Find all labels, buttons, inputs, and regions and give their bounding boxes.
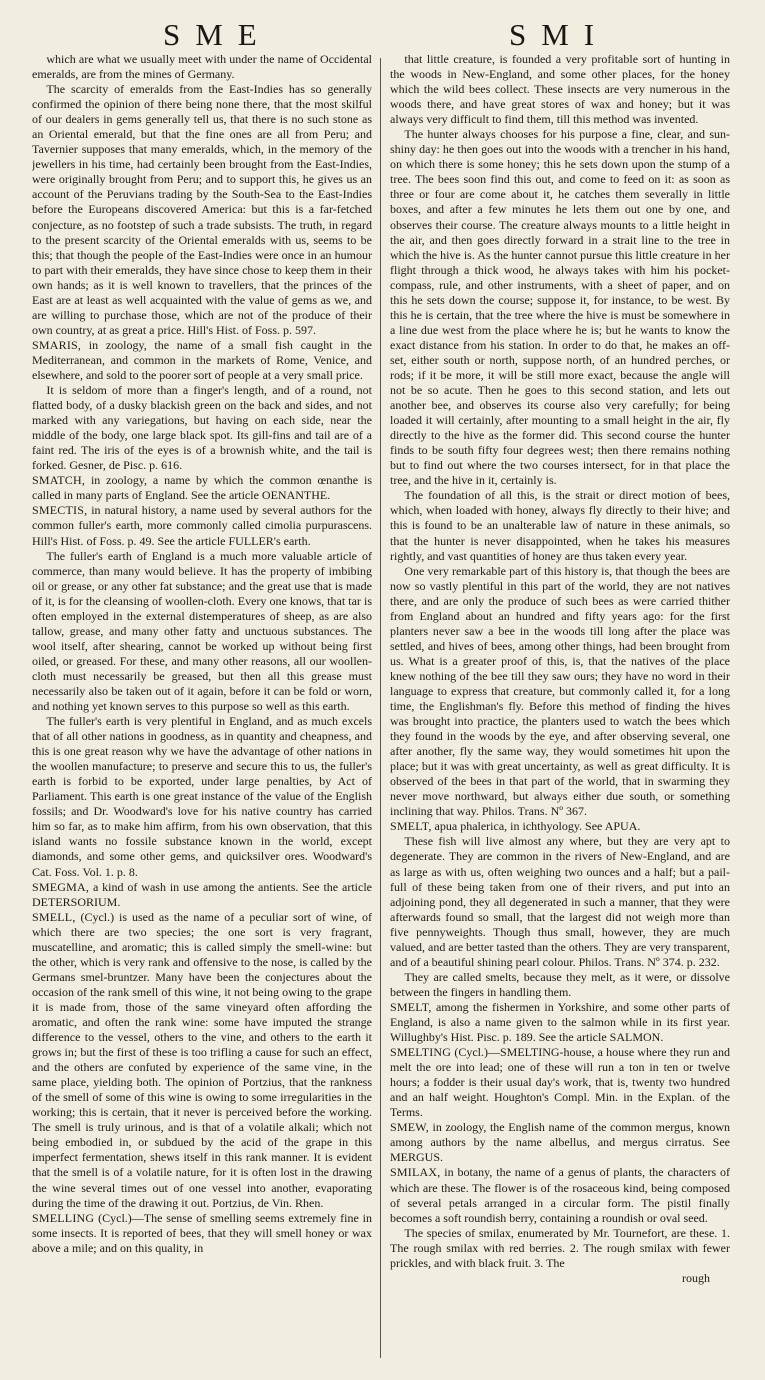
column-divider (380, 58, 381, 1358)
entry-text: (Cycl.)—SMELTING-house, a house where they run and melt the ore into lead; one of these will run a ton in ten or twelve hours; a fodder is their usual day's work, that is, twenty two hundred and an half weight. Houghton's Compl. Min. in the Explan. of the Terms. (390, 1045, 730, 1120)
catchword: rough (682, 1270, 710, 1285)
body-paragraph: The foundation of all this, is the strait or direct motion of bees, which, when loaded with honey, always fly directly to their hive; and this is found to be an unalterable law of nature in these animals, so that the hunter is never disappointed, when he takes his measures rightly, and vast quantities of honey are thus taken every year. (390, 488, 730, 563)
entry-headword: SMEGMA, (32, 879, 90, 894)
body-paragraph: that little creature, is founded a very profitable sort of hunting in the woods in New-England, and some other places, for the honey which the wild bees collect. These insects are very numerous in the woods there, and have great stores of wax and honey; but it was always very difficult to find them, till this method was invented. (390, 52, 730, 127)
body-paragraph: They are called smelts, because they melt, as it were, or dissolve between the fingers in handling them. (390, 969, 730, 999)
dictionary-entry (390, 1165, 730, 1225)
entry-headword: SMELTING (390, 1045, 452, 1060)
entry-headword: SMELT, (390, 999, 432, 1014)
entry-text: in zoology, a name by which the common œnanthe is called in many parts of England. See the article OENANTHE. (32, 473, 372, 503)
entry-text: in botany, the name of a genus of plants, the characters of which are these. The flower is of the rosaceous kind, being composed of several petals arranged in a circular form. The pistil finally becomes a soft roundish berry, containing a roundish or oval seed. (390, 1165, 730, 1225)
body-paragraph: The fuller's earth of England is a much more valuable article of commerce, than many would believe. It has the property of imbibing oil or grease, or any other fat substance; and the great use that is made of it, is for the cleansing of woollen-cloth. Every one knows, that tar is often employed in the external distemperatures of sheep, as are also tallow, grease, and many other fatty and unctuous substances. The wool itself, after shearing, cannot be worked up without being first oiled, or greased. For these, and many other reasons, all our woollen-cloth must necessarily be greased, but then all this grease must necessarily also be taken out of it again, before it can be fold or worn, and nothing yet known serves to this purpose so well as this earth. (32, 548, 372, 714)
dictionary-entry (390, 819, 730, 834)
dictionary-entry (32, 473, 372, 503)
body-paragraph: The fuller's earth is very plentiful in England, and as much excels that of all other nations in goodness, as in quantity and cheapness, and this is one great reason why we have the advantage of other nations in the woollen manufacture; to preserve and secure this to us, the fuller's earth is forbid to be exported, under large penalties, by Act of Parliament. This earth is one great instance of the value of the English fossils; and Dr. Woodward's love for his native country has carried him so far, as to make him affirm, from his own observation, that this island wants no fossile substance known in the world, except diamonds, and some other gems, and quicksilver ores. Woodward's Cat. Foss. Vol. 1. p. 8. (32, 714, 372, 879)
dictionary-entry (32, 880, 372, 910)
dictionary-entry (32, 338, 372, 383)
body-paragraph: which are what we usually meet with under the name of Occidental emeralds, are from the mines of Germany. (32, 52, 372, 82)
dictionary-entry (32, 1211, 372, 1256)
entry-headword: SMEW, (390, 1120, 429, 1135)
dictionary-entry (32, 503, 372, 548)
body-paragraph: One very remarkable part of this history is, that though the bees are now so vastly plentiful in this part of the world, they are not natives there, and are only the produce of such bees as were carried thither from England about an hundred and fifty years ago: for the first planters never saw a bee in the woods till long after the place was settled, and hives of bees, among other things, had been brought from us. What is a greater proof of this, is, that the natives of the place knew nothing of the bee till they saw ours; they have no word in their language to express that creature, but commonly called it, for a long time, the Englishman's fly. Before this method of finding the hives was brought into practice, the planters used to watch the bees which they found in the woods by the eye, and after observing several, one after another, fly the same way, they would sometimes hit upon the place; but it was with great uncertainty, as well as great difficulty. It is observed of the bees in that part of the world, that in swarming they never move northward, but always either due south, or something inclining that way. Philos. Trans. Nº 367. (390, 563, 730, 819)
left-column (32, 52, 372, 1374)
entry-text: (Cycl.) is used as the name of a peculiar sort of wine, of which there are two species; the one sort is very fragrant, muscatelline, and aromatic; this is called simply the smell-wine: but the other, which is very rank and offensive to the nose, is called by the Germans smel-bruntzer. Many have been the conjectures about the occasion of the rank smell of this wine, it not being owing to the grape it is made from, those of the same vineyard often affording the aromatic, and often the rank wine: some have imputed the strange difference to the vessel, others to the vine, and others to the earth it grows in; but the first of these is too trifling a cause for such an effect, and the others are confuted by experience of the same vine, in the same place, yielding both. The opinion of Portzius, that the rankness of the smell of some of this wine is owing to some irregularities in the working; this is certain, that it never is perceived before the working. The smell is truly urinous, and is that of a volatile alkali; which not being embodied in, or subdued by the acid of the grape in this imperfect fermentation, shews itself in this rank manner. It is evident that the smell is of a volatile nature, for it is often lost in the drawing the wine several times out of one vessel into another, evaporating during the time of the drawing it out. Portzius, de Vin. Rhen. (32, 909, 372, 1210)
entry-text: in zoology, the English name of the common mergus, known among authors by the name albellus, and mergus cirratus. See MERGUS. (390, 1120, 730, 1165)
entry-headword: SMELT, (390, 819, 432, 834)
dictionary-entry (390, 1120, 730, 1165)
entry-headword: SMARIS, (32, 337, 82, 352)
entry-headword: SMELL, (32, 909, 76, 924)
body-paragraph: The species of smilax, enumerated by Mr. Tournefort, are these. 1. The rough smilax with red berries. 2. The rough smilax with fewer prickles, and with black fruit. 3. The (390, 1225, 730, 1270)
entry-text: apua phalerica, in ichthyology. See APUA. (434, 819, 641, 834)
entry-text: in natural history, a name used by several authors for the common fuller's earth, more commonly called cimolia purpurascens. Hill's Hist. of Foss. p. 49. See the article FULLER's earth. (32, 503, 372, 548)
body-paragraph: It is seldom of more than a finger's length, and of a round, not flatted body, of a dusky blackish green on the back and sides, and not marked with any variegations, but having on each side, near the middle of the body, one large black spot. Its gill-fins and tail are of a faint red. The iris of the eyes is of a brownish white, and the tail is forked. Gesner, de Pisc. p. 616. (32, 383, 372, 473)
entry-text: among the fishermen in Yorkshire, and some other parts of England, is also a name given to the salmon while in its first year. Willughby's Hist. Pisc. p. 189. See the article SALMON. (390, 999, 730, 1045)
dictionary-entry (32, 910, 372, 1211)
running-head-right: SMI (509, 17, 610, 52)
entry-headword: SMELLING (32, 1210, 95, 1225)
entry-headword: SMATCH, (32, 473, 86, 488)
entry-headword: SMECTIS, (32, 503, 88, 518)
body-paragraph: The scarcity of emeralds from the East-Indies has so generally confirmed the opinion of there being none there, that the most skilful of our dealers in gems generally tell us, that there is no such stone as an Oriental emerald, but that the fine ones are all from Peru; and Tavernier supposes that many emeralds, which, in the memory of the jewellers in his time, had certainly been brought from the East-Indies, were originally brought from Peru; and to support this, he gives us an account of the Peruvians trading by the South-Sea to the East-Indies before the Europeans discovered America: but this is a far-fetched conjecture, as no footstep of such a trade subsists. The truth, in regard to the present scarcity of the Oriental emeralds with us, seems to be this; that though the people of the East-Indies were once in an humour to part with their emeralds, they have since chose to keep them in their own hands; as it is well known to travellers, that the princes of the East are at least as well acquainted with the value of gems as we, and are willing to purchase those, which are not of the produce of their own country, at as great a price. Hill's Hist. of Foss. p. 597. (32, 82, 372, 337)
dictionary-entry (390, 1000, 730, 1045)
entry-headword: SMILAX, (390, 1165, 441, 1180)
entry-text: in zoology, the name of a small fish caught in the Mediterranean, and common in the markets of Rome, Venice, and elsewhere, and sold to the poorer sort of people at a very small price. (32, 337, 372, 382)
right-column (390, 52, 730, 1374)
body-paragraph: The hunter always chooses for his purpose a fine, clear, and sun-shiny day: he then goes out into the woods with a trencher in his hand, on which there is some honey; this he sets down upon the stump of a tree. The bees soon find this out, and come to feed on it: as soon as three or four are come about it, he catches them severally in little boxes, and after a few minutes he lets them out one by one, and observes their course. The creature always mounts to a little height in the air, and then goes directly forward in a strait line to the tree in which the hive is. As the hunter cannot pursue this little creature in her flight through a thick wood, he always takes with him his pocket-compass, rule, and other instruments, with a sheet of paper, and on this he sets down the course; suppose it, for instance, to be west. By this he is certain, that the tree where the hive is must be somewhere in a line due west from the place where he is; but he wants to know the exact distance from his station. In order to do that, he makes an off-set, either south or north, suppose north, of an hundred perches, or rods; if it be more, it will be still more exact, because the angle will not be so acute. Then he goes to this second station, and lets out another bee, and observes its course also very carefully; for being loaded it will certainly, after mounting to a small height in the air, fly directly to the hive as the former did. This second course the hunter finds to be south fifty four degrees west; then there remains nothing but to find out where the two courses intersect, for in that place the tree, and the hive in it, certainly is. (390, 127, 730, 488)
entry-text: a kind of wash in use among the antients. See the article DETERSORIUM. (32, 879, 372, 909)
body-paragraph: These fish will live almost any where, but they are very apt to degenerate. They are common in the rivers of New-England, and are as large as with us, often weighing two ounces and a half; but a pail-full of these being taken from one of their rivers, and put into an adjoining pond, they all degenerated in such a manner, that they were afterwards found so small, that the largest did not weigh more than five pennyweights. Though thus small, however, they are much valued, and are better tasted than the others. They are very transparent, and of a beautiful shining pearl colour. Philos. Trans. Nº 374. p. 232. (390, 834, 730, 969)
dictionary-entry (390, 1045, 730, 1120)
entry-text: (Cycl.)—The sense of smelling seems extremely fine in some insects. It is reported of bees, that they will smell honey or wax above a mile; and on this quality, in (32, 1210, 372, 1255)
running-head-left: SME (163, 17, 272, 52)
